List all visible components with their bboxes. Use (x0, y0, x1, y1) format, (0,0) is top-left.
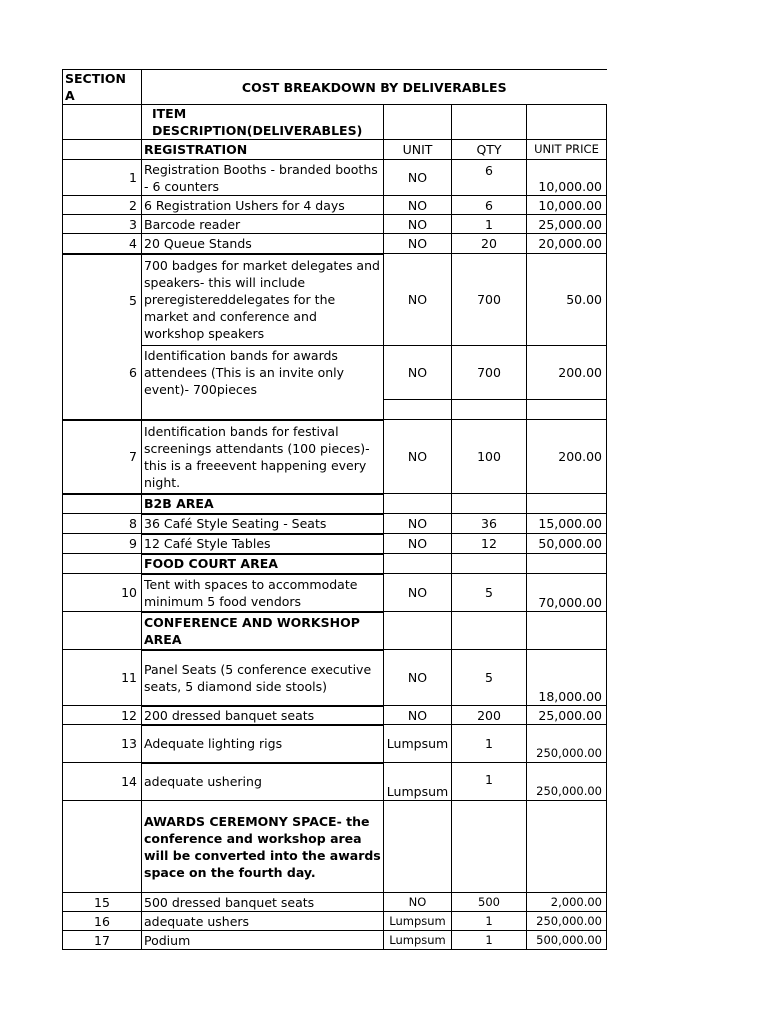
blank-row (63, 400, 607, 420)
item-description-header: ITEM DESCRIPTION(DELIVERABLES) (142, 105, 384, 140)
row-qty: 36 (452, 514, 527, 534)
registration-header-row (63, 140, 607, 160)
row-number: 14 (63, 763, 142, 801)
table-row (63, 706, 607, 725)
row-qty: 700 (452, 254, 527, 346)
row-price: 18,000.00 (527, 650, 607, 706)
table-row (63, 160, 607, 196)
row-price: 20,000.00 (527, 234, 607, 254)
row-number: 2 (63, 196, 142, 215)
section-registration: REGISTRATION (142, 140, 384, 160)
unit-price-column-header: UNIT PRICE (527, 140, 607, 160)
table-row (63, 534, 607, 554)
row-price: 250,000.00 (527, 725, 607, 763)
row-qty: 1 (452, 931, 527, 950)
row-unit: NO (384, 234, 452, 254)
row-qty: 100 (452, 420, 527, 494)
row-price: 15,000.00 (527, 514, 607, 534)
row-description: 500 dressed banquet seats (142, 893, 384, 912)
row-number: 3 (63, 215, 142, 234)
table-row (63, 234, 607, 254)
row-number: 17 (63, 931, 142, 950)
row-unit: NO (384, 574, 452, 612)
table-row (63, 196, 607, 215)
row-price: 200.00 (527, 346, 607, 400)
row-unit: NO (384, 420, 452, 494)
row-price: 70,000.00 (527, 574, 607, 612)
row-number: 9 (63, 534, 142, 554)
row-unit: NO (384, 650, 452, 706)
row-price: 25,000.00 (527, 215, 607, 234)
table-row (63, 763, 607, 801)
row-number: 8 (63, 514, 142, 534)
row-qty: 200 (452, 706, 527, 725)
row-unit: NO (384, 346, 452, 400)
row-unit: NO (384, 160, 452, 196)
row-description: Barcode reader (142, 215, 384, 234)
row-price: 500,000.00 (527, 931, 607, 950)
row-unit: Lumpsum (384, 912, 452, 931)
row-qty: 500 (452, 893, 527, 912)
row-number: 13 (63, 725, 142, 763)
table-row (63, 420, 607, 494)
row-unit: NO (384, 534, 452, 554)
row-unit: NO (384, 196, 452, 215)
cost-breakdown-table (62, 69, 607, 950)
section-food-court: FOOD COURT AREA (142, 554, 384, 574)
row-qty: 12 (452, 534, 527, 554)
row-unit: Lumpsum (384, 725, 452, 763)
table-row (63, 514, 607, 534)
row-description: Identification bands for festival screenings attendants (100 pieces)- this is a freeevent happening every night. (142, 420, 384, 494)
table-row (63, 650, 607, 706)
row-qty: 1 (452, 912, 527, 931)
row-price: 200.00 (527, 420, 607, 494)
table-row (63, 346, 607, 400)
item-description-row (63, 105, 607, 140)
table-row (63, 254, 607, 346)
section-awards: AWARDS CEREMONY SPACE- the conference and workshop area will be converted into the awards space on the fourth day. (142, 801, 384, 893)
awards-header-row (63, 801, 607, 893)
row-qty: 6 (452, 196, 527, 215)
row-description: Identification bands for awards attendees (This is an invite only event)- 700pieces (142, 346, 384, 400)
row-description: 700 badges for market delegates and speakers- this will include preregistereddelegates for the market and conference and workshop speakers (142, 254, 384, 346)
b2b-header-row (63, 494, 607, 514)
row-price: 50.00 (527, 254, 607, 346)
row-number: 1 (63, 160, 142, 196)
row-description: Adequate lighting rigs (142, 725, 384, 763)
row-unit: NO (384, 706, 452, 725)
row-number: 6 (63, 346, 142, 400)
row-description: 200 dressed banquet seats (142, 706, 384, 725)
row-price: 25,000.00 (527, 706, 607, 725)
row-description: Tent with spaces to accommodate minimum 5 food vendors (142, 574, 384, 612)
row-unit: Lumpsum (384, 763, 452, 801)
table-row (63, 931, 607, 950)
row-description: 12 Café Style Tables (142, 534, 384, 554)
row-number: 16 (63, 912, 142, 931)
row-description: Panel Seats (5 conference executive seats, 5 diamond side stools) (142, 650, 384, 706)
row-number: 5 (63, 254, 142, 346)
conference-header-row (63, 612, 607, 650)
table-row (63, 893, 607, 912)
table-row (63, 912, 607, 931)
row-description: 6 Registration Ushers for 4 days (142, 196, 384, 215)
qty-column-header: QTY (452, 140, 527, 160)
food-court-header-row (63, 554, 607, 574)
row-number: 15 (63, 893, 142, 912)
row-price: 10,000.00 (527, 196, 607, 215)
row-unit: NO (384, 514, 452, 534)
row-description: 36 Café Style Seating - Seats (142, 514, 384, 534)
row-number: 10 (63, 574, 142, 612)
row-number: 7 (63, 420, 142, 494)
row-price: 50,000.00 (527, 534, 607, 554)
unit-column-header: UNIT (384, 140, 452, 160)
row-number: 11 (63, 650, 142, 706)
row-unit: Lumpsum (384, 931, 452, 950)
row-unit: NO (384, 893, 452, 912)
header-row (63, 70, 607, 105)
row-price: 2,000.00 (527, 893, 607, 912)
row-qty: 6 (452, 160, 527, 196)
table-row (63, 215, 607, 234)
row-description: adequate ushering (142, 763, 384, 801)
row-qty: 1 (452, 725, 527, 763)
sheet-title: COST BREAKDOWN BY DELIVERABLES (142, 70, 607, 105)
row-unit: NO (384, 254, 452, 346)
table-row (63, 574, 607, 612)
row-price: 250,000.00 (527, 763, 607, 801)
row-description: adequate ushers (142, 912, 384, 931)
row-price: 250,000.00 (527, 912, 607, 931)
section-conference: CONFERENCE AND WORKSHOP AREA (142, 612, 384, 650)
section-b2b: B2B AREA (142, 494, 384, 514)
row-qty: 700 (452, 346, 527, 400)
row-number: 4 (63, 234, 142, 254)
section-label: SECTION A (63, 70, 142, 105)
row-qty: 5 (452, 650, 527, 706)
row-description: Registration Booths - branded booths - 6 counters (142, 160, 384, 196)
row-number: 12 (63, 706, 142, 725)
row-description: 20 Queue Stands (142, 234, 384, 254)
row-qty: 1 (452, 215, 527, 234)
row-qty: 20 (452, 234, 527, 254)
row-price: 10,000.00 (527, 160, 607, 196)
row-description: Podium (142, 931, 384, 950)
row-unit: NO (384, 215, 452, 234)
row-qty: 5 (452, 574, 527, 612)
row-qty: 1 (452, 763, 527, 801)
table-row (63, 725, 607, 763)
